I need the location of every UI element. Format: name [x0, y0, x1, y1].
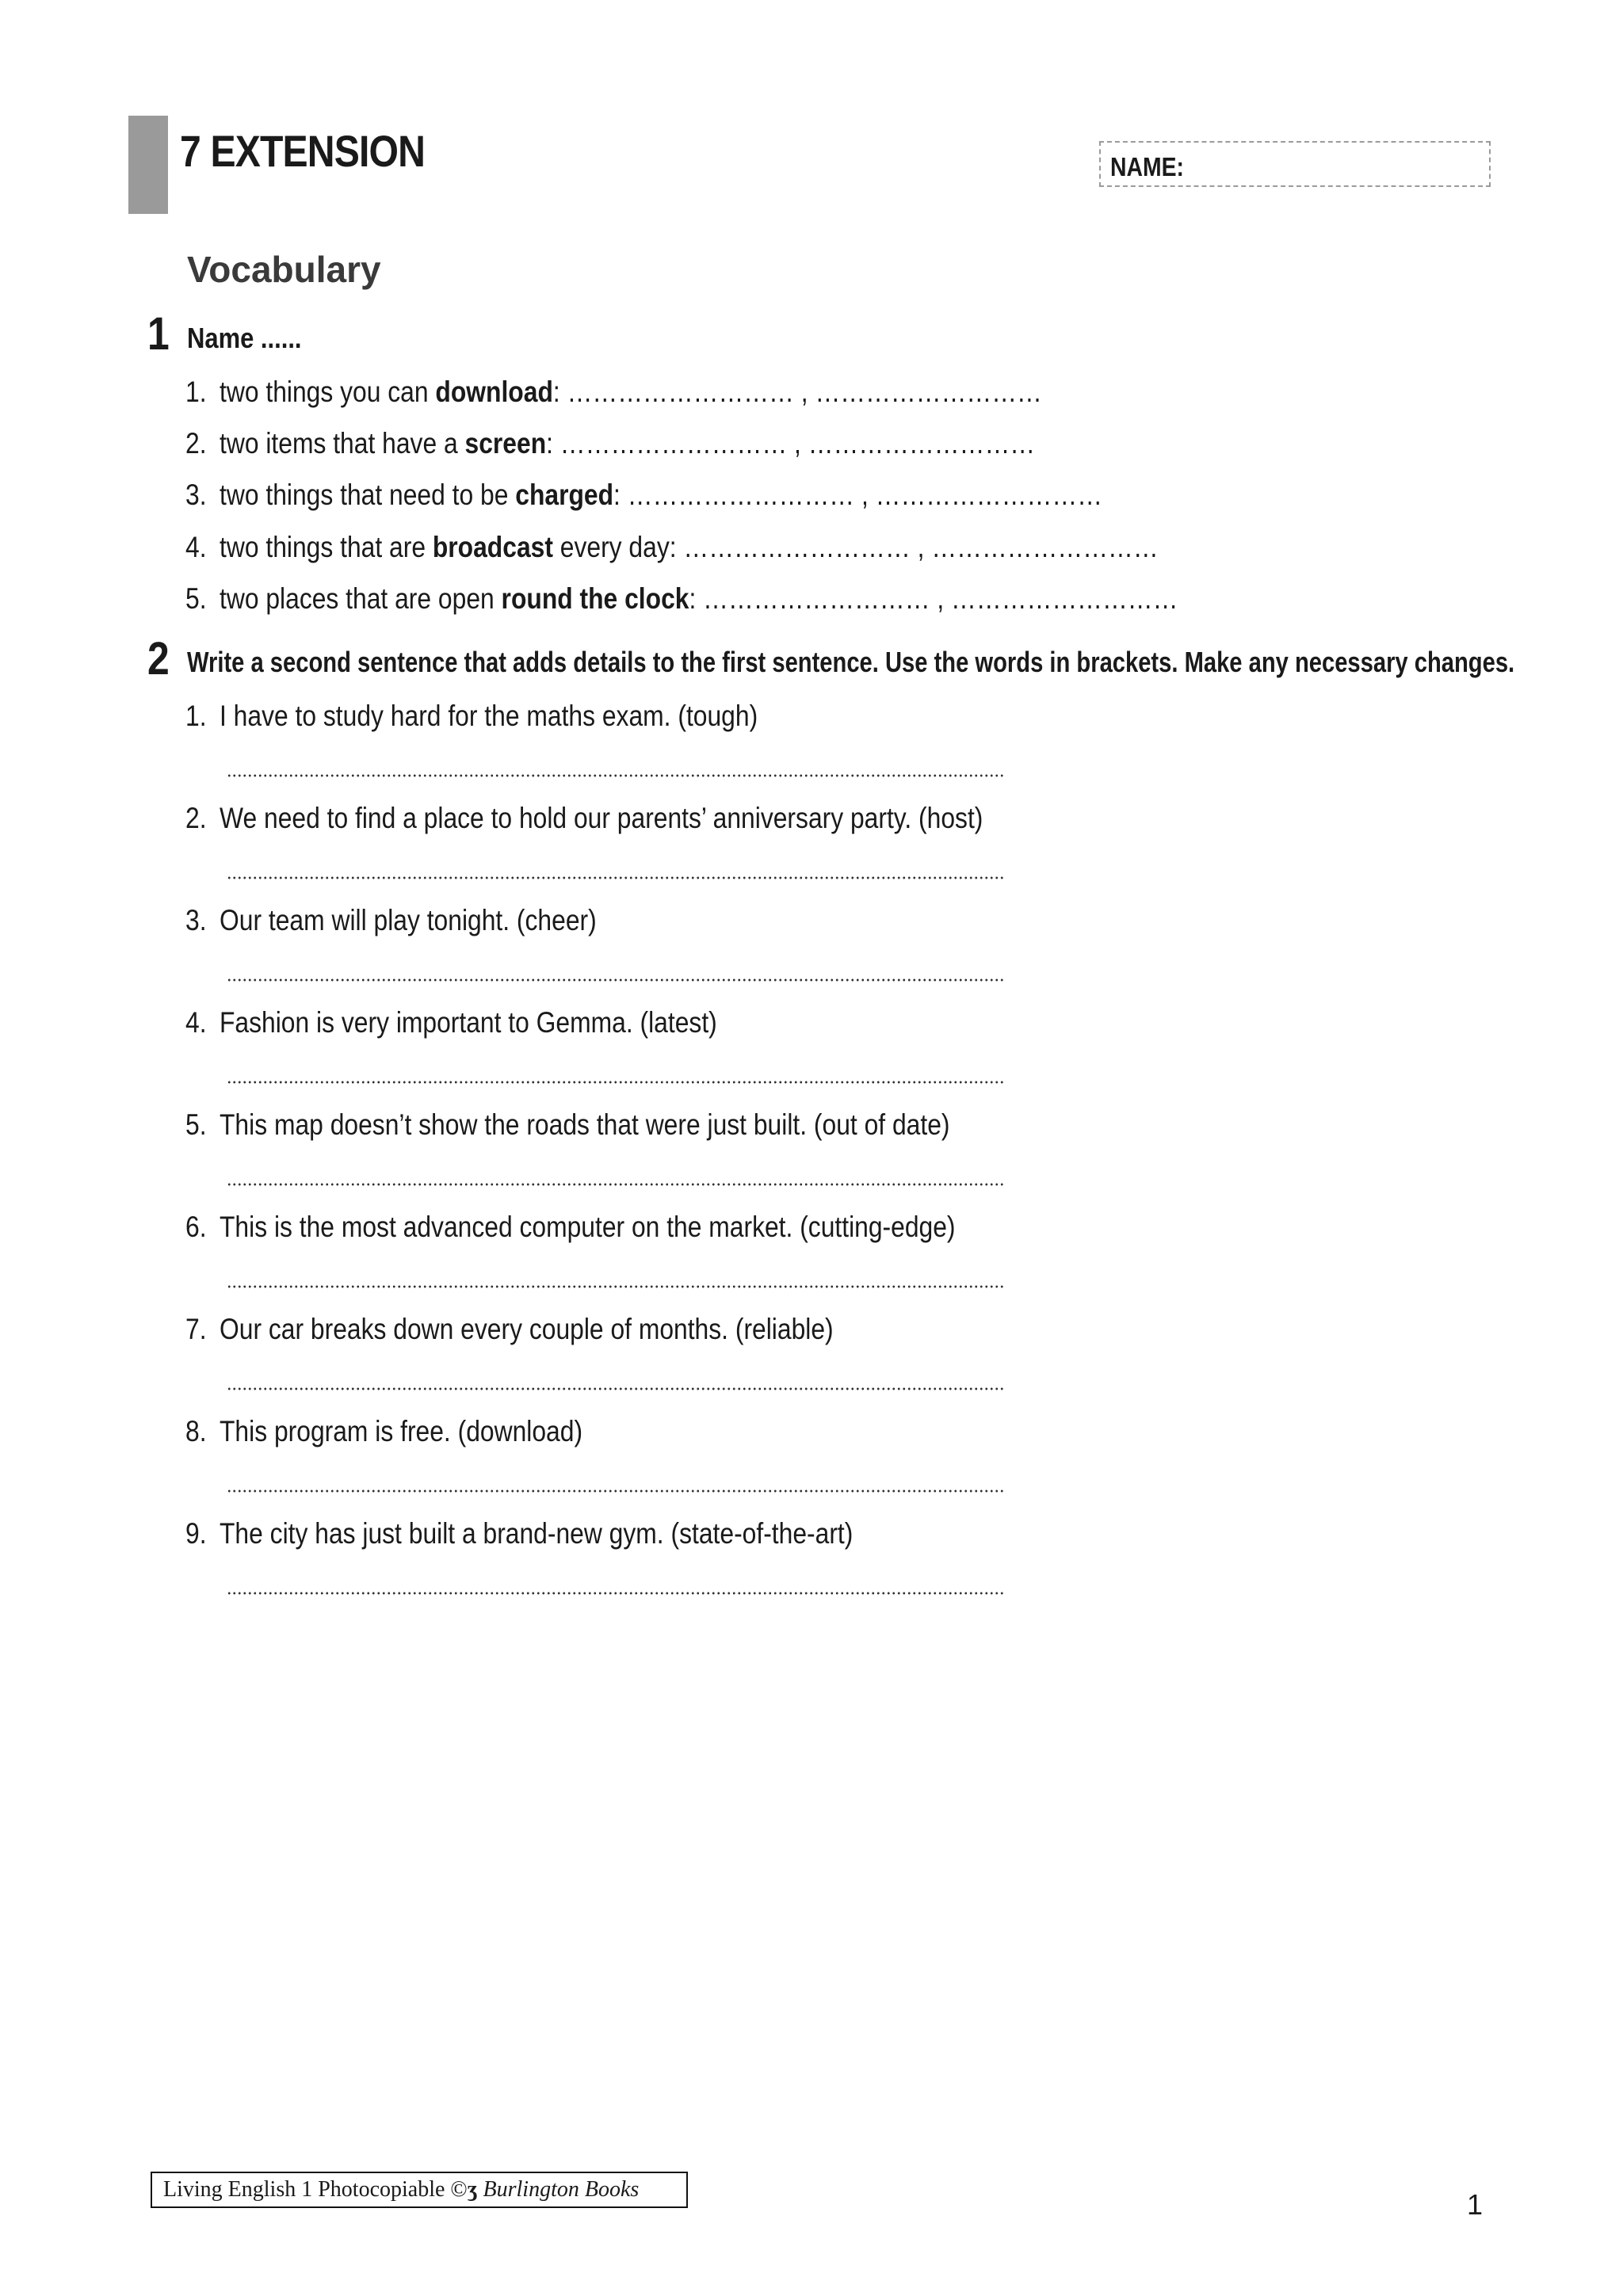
list-item — [185, 582, 1178, 616]
list-item — [185, 427, 1035, 460]
item-number: 3. — [185, 904, 207, 936]
list-item — [185, 1517, 853, 1550]
header-accent-bar — [128, 116, 168, 214]
exercise-instruction: Name ...... — [187, 322, 302, 354]
exercise-instruction: Write a second sentence that adds details to the first sentence. Use the words in brackets. Make any necessary changes. — [187, 646, 1515, 678]
item-number: 4. — [185, 1006, 207, 1039]
answer-line[interactable] — [227, 1489, 1005, 1493]
list-item — [185, 376, 1042, 409]
item-text: Fashion is very important to Gemma. (latest) — [220, 1006, 717, 1039]
item-number: 4. — [185, 531, 207, 563]
list-item — [185, 904, 597, 937]
page-number: 1 — [1467, 2188, 1484, 2221]
publisher-logo: ʒ — [467, 2177, 478, 2202]
item-text: Our team will play tonight. (cheer) — [220, 904, 597, 936]
item-number: 5. — [185, 582, 207, 615]
publisher-name: Burlington Books — [483, 2177, 640, 2202]
list-item — [185, 1006, 717, 1039]
answer-line[interactable] — [227, 1183, 1005, 1186]
item-text: This program is free. (download) — [220, 1415, 583, 1447]
name-label: NAME: — [1110, 152, 1185, 181]
item-text: Our car breaks down every couple of months. (reliable) — [220, 1313, 834, 1345]
item-number: 2. — [185, 427, 207, 460]
item-blanks: every day: ……………………… , ……………………… — [552, 531, 1159, 563]
item-keyword: charged — [515, 479, 614, 511]
section-title: Vocabulary — [187, 249, 381, 290]
item-number: 7. — [185, 1313, 207, 1345]
footer-copyright — [151, 2172, 688, 2208]
answer-line[interactable] — [227, 1081, 1005, 1084]
list-item — [185, 1415, 582, 1448]
name-field[interactable] — [1099, 141, 1491, 187]
item-number: 5. — [185, 1108, 207, 1141]
item-keyword: broadcast — [432, 531, 553, 563]
answer-line[interactable] — [227, 876, 1005, 879]
item-keyword: screen — [464, 427, 547, 460]
item-number: 1. — [185, 700, 207, 732]
item-keyword: download — [435, 376, 553, 408]
answer-line[interactable] — [227, 1592, 1005, 1595]
item-text: This map doesn’t show the roads that were just built. (out of date) — [220, 1108, 950, 1141]
item-text: two items that have a — [220, 427, 465, 460]
item-number: 9. — [185, 1517, 207, 1550]
exercise-number: 1 — [147, 308, 170, 360]
item-text: two places that are open — [220, 582, 502, 615]
item-text: two things that need to be — [220, 479, 516, 511]
list-item — [185, 1211, 956, 1244]
item-number: 6. — [185, 1211, 207, 1243]
item-text: We need to find a place to hold our parents’ anniversary party. (host) — [220, 802, 983, 834]
item-number: 3. — [185, 479, 207, 511]
item-text: two things you can — [220, 376, 436, 408]
item-number: 8. — [185, 1415, 207, 1447]
item-blanks: : ……………………… , ……………………… — [552, 376, 1042, 408]
list-item — [185, 1108, 950, 1142]
answer-line[interactable] — [227, 1387, 1005, 1390]
answer-line[interactable] — [227, 1285, 1005, 1288]
item-blanks: : ……………………… , ……………………… — [613, 479, 1103, 511]
item-blanks: : ……………………… , ……………………… — [689, 582, 1178, 615]
footer-text: Living English 1 Photocopiable © — [163, 2177, 468, 2202]
list-item — [185, 700, 758, 733]
list-item — [185, 531, 1159, 564]
item-text: two things that are — [220, 531, 433, 563]
item-blanks: : ……………………… , ……………………… — [546, 427, 1036, 460]
item-text: This is the most advanced computer on the market. (cutting-edge) — [220, 1211, 956, 1243]
list-item — [185, 802, 983, 835]
page-title: 7 EXTENSION — [180, 126, 426, 176]
answer-line[interactable] — [227, 774, 1005, 777]
item-keyword: round the clock — [501, 582, 689, 615]
item-number: 2. — [185, 802, 207, 834]
answer-line[interactable] — [227, 978, 1005, 982]
exercise-number: 2 — [147, 633, 170, 685]
list-item — [185, 1313, 834, 1346]
item-number: 1. — [185, 376, 207, 408]
list-item — [185, 479, 1102, 512]
item-text: I have to study hard for the maths exam. (tough) — [220, 700, 758, 732]
item-text: The city has just built a brand-new gym. (state-of-the-art) — [220, 1517, 854, 1550]
